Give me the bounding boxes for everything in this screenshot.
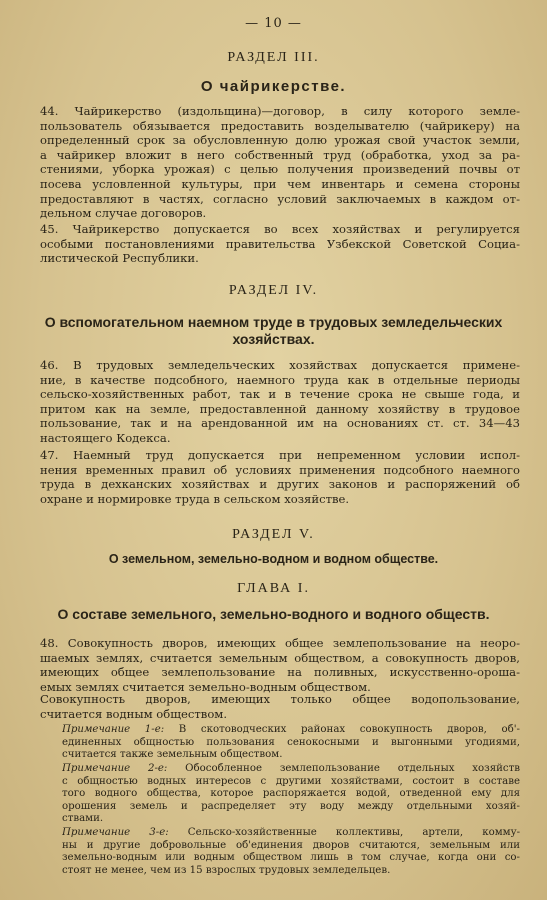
- paragraph-48-continued: [40, 692, 520, 721]
- text-line: емых землях считается земельно-водным обществом.: [40, 679, 371, 694]
- section-3-label: РАЗДЕЛ III.: [227, 50, 320, 65]
- note-text: Обособленное землепользование отдельных хозяйств: [167, 763, 520, 774]
- section-3-title: О чайрикерстве.: [200, 78, 347, 95]
- text-line: определенный срок за обусловленную долю урожая свой участок земли,: [40, 133, 520, 148]
- page-number: — 10 —: [245, 16, 302, 31]
- note-line: [62, 852, 520, 865]
- text-line: 47. Наемный труд допускается при непременном условии испол-: [40, 448, 520, 462]
- note-text: считается также земельным обществом.: [62, 749, 283, 761]
- note-2: [62, 763, 520, 826]
- note-line: [62, 749, 520, 762]
- note-text: единенных общностью пользования сенокосными и выгонными угодиями,: [62, 736, 520, 748]
- text-line: предоставляют в частях, согласно условий заключаемых в каждом от-: [40, 191, 520, 206]
- paragraph-45: [40, 222, 520, 266]
- note-text: стоят не менее, чем из 15 взрослых трудовых земледельцев.: [62, 864, 391, 876]
- note-line: [62, 801, 520, 814]
- note-line: [62, 813, 520, 826]
- chapter-1-label: ГЛАВА I.: [237, 581, 310, 596]
- note-label: Примечание 1-е:: [62, 724, 165, 735]
- note-line: [62, 763, 520, 776]
- note-line: [62, 827, 520, 840]
- chapter-1-title: О составе земельного, земельно-водного и водного обществ.: [57, 606, 490, 622]
- note-text: орошения земель и распределяет эту воду между отдельными хозяй-: [62, 800, 520, 812]
- text-line: 45. Чайрикерство допускается во всех хозяйствах и регулируется: [40, 222, 520, 236]
- section-5-label: РАЗДЕЛ V.: [232, 527, 315, 542]
- text-line: пользователь обязывается предоставить возделывателю (чайрикеру) на: [40, 118, 520, 133]
- text-line: а чайрикер вложит в него собственный труд (обработка, уход за ра-: [40, 147, 520, 162]
- text-line: 44. Чайрикерство (издольщина)—договор, в силу которого земле-: [40, 104, 520, 118]
- note-line: [62, 737, 520, 750]
- note-line: [62, 840, 520, 853]
- text-line: 46. В трудовых земледельческих хозяйствах допускается примене-: [40, 358, 520, 372]
- text-line: дельном случае договоров.: [40, 206, 207, 221]
- note-label: Примечание 3-е:: [62, 827, 169, 838]
- note-1: [62, 724, 520, 762]
- text-line: шаемых землях, считается земельным обществом, а совокупность дворов,: [40, 650, 520, 665]
- text-line: притом как на земле, предоставленной данному хозяйству в трудовое: [40, 401, 520, 416]
- note-line: [62, 776, 520, 789]
- paragraph-44: [40, 104, 520, 221]
- text-line: настоящего Кодекса.: [40, 430, 171, 445]
- note-3: [62, 827, 520, 877]
- text-line: ние, в качестве подсобного, наемного труда как в отдельные периоды: [40, 372, 520, 387]
- note-text: земельно-водным или водным обществом лишь в том случае, когда они со-: [62, 852, 520, 864]
- text-line: труда в дехканских хозяйствах и других законов и распоряжений об: [40, 477, 520, 492]
- text-line: 48. Совокупность дворов, имеющих общее землепользование на неоро-: [40, 636, 520, 650]
- text-line: Совокупность дворов, имеющих только общее водопользование,: [40, 692, 520, 706]
- note-label: Примечание 2-е:: [62, 763, 168, 774]
- text-line: листической Республики.: [40, 251, 199, 266]
- note-text: того водного общества, которое распоряжается водой, отведенной ему для: [62, 788, 520, 800]
- note-line: [62, 724, 520, 737]
- section-4-label: РАЗДЕЛ IV.: [228, 283, 319, 298]
- section-4-title-line1: О вспомогательном наемном труде в трудовых земледельческих: [44, 314, 503, 330]
- note-line: [62, 788, 520, 801]
- text-line: пользование, так и на арендованной им на основаниях ст. ст. 34—43: [40, 416, 520, 431]
- section-5-title: О земельном, земельно-водном и водном обществе.: [108, 552, 439, 566]
- text-line: нения временных правил об условиях применения подсобного наемного: [40, 462, 520, 477]
- text-line: охране и нормировке труда в сельском хозяйстве.: [40, 491, 350, 506]
- paragraph-47: [40, 448, 520, 506]
- text-line: посева условленной культуры, при чем инвентарь и семена стороны: [40, 176, 520, 191]
- note-text: ны и другие добровольные об'единения дворов считаются, земельным или: [62, 839, 520, 851]
- note-text: Сельско-хозяйственные коллективы, артели, комму-: [168, 827, 520, 838]
- note-text: с общностью водных интересов с другими хозяйствами, состоит в составе: [62, 775, 520, 787]
- note-line: [62, 865, 520, 878]
- section-4-title-line2: хозяйствах.: [232, 331, 315, 347]
- text-line: сельско-хозяйственных работ, так и в течение срока не свыше года, и: [40, 387, 520, 402]
- text-line: имеющих общее землепользование на поливных, искусственно-ороша-: [40, 665, 520, 680]
- note-text: В скотоводческих районах совокупность дворов, об'-: [164, 724, 520, 735]
- paragraph-46: [40, 358, 520, 446]
- paragraph-48: [40, 636, 520, 694]
- text-line: считается водным обществом.: [40, 706, 228, 721]
- text-line: стениями, уборка урожая) с целью получения произведений почвы от: [40, 162, 520, 177]
- text-line: особыми постановлениями правительства Узбекской Советской Социа-: [40, 236, 520, 251]
- note-text: ствами.: [62, 813, 104, 825]
